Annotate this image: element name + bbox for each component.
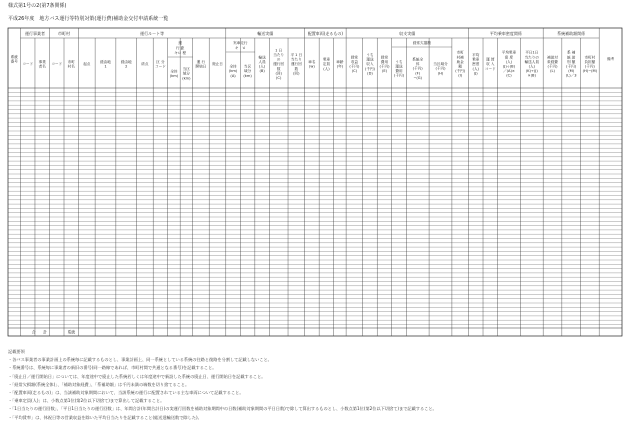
column-header: 廃止日 (212, 62, 223, 67)
instruction-item: ・「平均賃率」は、休祝日等の営業収益を除いた平均日当たりを記載すること(総送達輸送数で除した)。 (8, 414, 202, 420)
column-header: 当たり (273, 53, 285, 57)
group-header: 運行ルート等 (140, 31, 165, 36)
column-header: (A) (230, 73, 236, 78)
column-header: ×(B) (527, 73, 536, 78)
column-header: 系統 (10, 54, 18, 59)
column-header: 収 入 (486, 62, 495, 67)
column-header: (C) (276, 76, 282, 80)
column-header: (M) (568, 69, 575, 74)
column-header: (km) (243, 73, 252, 78)
instruction-item: ・「経常欠損額(系統全体)」、「補助対象経費」、「系補助額」は千円未満の端数を切り捨てること。 (8, 381, 190, 387)
column-header: (千円) (394, 73, 405, 78)
column-header: うち (395, 59, 403, 64)
column-header: 収入 (366, 62, 374, 67)
column-header: (年) (336, 64, 344, 69)
column-header: (km) (169, 74, 179, 78)
column-header: 区 分 (156, 59, 165, 64)
total-count-label: 系統 (67, 329, 76, 335)
column-header: 平 1 日 (290, 53, 303, 57)
column-header: 番号 (10, 59, 18, 64)
column-header: (回) (293, 71, 300, 76)
column-header: −(G) (413, 75, 422, 80)
column-header: 密 度 (504, 55, 514, 60)
group-header: 収支実績 (399, 31, 416, 36)
column-header: 村補 (456, 55, 464, 60)
column-header: 系 補 (567, 50, 576, 55)
column-header: の (276, 57, 281, 62)
group-header: 市町村 (58, 31, 71, 36)
column-header: うち (366, 53, 374, 57)
column-header: 車齢 (336, 59, 344, 64)
column-header: 定員 (322, 62, 331, 67)
instruction-item: ・各バス事業者の事業計画上の系統毎に記載するものとし、事業計画上、同一系統としている系統の往路と復路を分割して記載しないこと。 (8, 357, 272, 363)
group-header: 平均乗車密度関係 (489, 31, 522, 36)
column-header: 輸送 (258, 55, 266, 60)
column-header: 運行回 (273, 62, 285, 67)
column-header: (km) (228, 69, 238, 74)
column-header: 別 額 (567, 59, 576, 64)
column-header: (B) (259, 69, 265, 74)
column-header: 密度 (472, 62, 480, 67)
column-header: (J)÷(B) (502, 64, 516, 69)
column-header: 体 (415, 62, 420, 67)
subgroup-header: 行 距 (175, 46, 185, 50)
instruction-item: ・系統番号は、系統毎に事業者の新旧の番号(同一路線であれば、市町村間で共通となる番号)を記載すること。 (8, 365, 217, 371)
column-header: (C) (506, 73, 512, 78)
column-header: 全体 (170, 69, 178, 74)
group-header: 配置車両(走るもの) (307, 31, 343, 36)
column-header: 補助対 (547, 55, 558, 60)
column-header: (人) (323, 66, 330, 71)
column-header: 運行回 (290, 62, 302, 67)
column-header: 当区域分 (433, 62, 448, 67)
column-header: 全体 (229, 64, 237, 69)
column-header: (千円) (379, 64, 390, 69)
column-header: 負担額 (584, 59, 596, 64)
subgroup-header: キ ロ (234, 46, 246, 50)
column-header: (L) (550, 69, 555, 74)
column-header: 1 (104, 64, 107, 69)
column-header: 系統全 (412, 57, 424, 62)
column-header: (人) (505, 59, 513, 64)
column-header: 運送 (366, 57, 374, 62)
column-header: (L)／3 (565, 73, 577, 78)
column-header: 市町 (67, 59, 75, 64)
column-header: 額 (458, 64, 462, 69)
column-header: 域分 (243, 69, 252, 74)
column-header: 人員 (258, 59, 266, 64)
column-header: 車名 (308, 59, 316, 64)
instructions (8, 348, 437, 422)
column-header: 平均 (472, 53, 480, 57)
column-header: 平日1日 (525, 50, 539, 55)
column-header: コード (51, 62, 63, 67)
column-header: (千円) (455, 69, 466, 74)
instruction-item: ・「乗車定員(人)」は、小数点第1位(第2位以下切捨て)まで算出して記載すること。 (8, 398, 165, 404)
column-header: コード (22, 62, 34, 67)
subgroup-header: 経常欠損額 (412, 41, 431, 45)
column-header: 当区 (182, 67, 190, 72)
instruction-item: ・「廃止日／運行開始日」については、年度途中で廃止した系統若しくは年度途中で新設した系統の廃止日、運行開始日を記載すること。 (8, 373, 266, 379)
subgroup-header: キロ 程 (174, 51, 187, 55)
column-header: 費用 (395, 69, 403, 73)
column-header: 数 (294, 66, 299, 71)
column-header: (千円) (435, 66, 446, 71)
group-header: 運行事業者 (24, 31, 45, 36)
column-header: 終点 (141, 62, 149, 67)
subgroup-header: 実車走行 (233, 41, 248, 45)
column-header: (K)÷(J) (525, 69, 538, 74)
column-header: 当区 (243, 64, 252, 69)
column-header: 経常 (380, 55, 389, 60)
column-header: 市町村 (584, 55, 596, 60)
column-header: (I) (458, 73, 463, 78)
column-header: (人) (258, 64, 266, 69)
column-header: 費用 (380, 59, 389, 64)
column-header: (F) (415, 71, 421, 76)
column-header: (千円) (364, 66, 375, 71)
total-label: 合 計 (31, 329, 48, 335)
column-header: (H)−(M) (582, 69, 598, 74)
instruction-item: ・「配置車両(走るもの)」は、当該補助対象期間において、当該系統の運行に配置されている主な車両について記載すること。 (8, 390, 244, 396)
column-header: 運 行 (196, 59, 206, 64)
column-header: 運 賃 (486, 57, 495, 62)
column-header: (人) (472, 66, 479, 71)
column-header: 事業 (38, 59, 46, 64)
column-header: (千円) (349, 64, 360, 69)
column-header: 備考 (606, 57, 615, 62)
column-header: 経常 (350, 55, 359, 60)
column-header: (km) (182, 76, 191, 81)
column-header: 運送 (395, 64, 403, 69)
column-header: 村名 (67, 64, 75, 69)
column-header: 1 日 (275, 48, 283, 53)
column-header: コード (484, 66, 496, 71)
column-header: 収益 (350, 59, 359, 64)
column-header: (千円) (584, 64, 595, 69)
instruction-item: ・「1日当たりの運行回数」、「平日1日当たりの運行回数」は、年間合計(年間合計日)の実運行回数を補助対象期間中の日数(補助対象期間の平日日数)で除して算出するものとし、小数点第1位(第2位以下切捨て)まで記載すること。 (8, 406, 437, 412)
instructions-title: 記載要領 (8, 349, 25, 354)
column-header: ／(A)× (503, 69, 515, 74)
column-header: 統 助 (567, 55, 576, 60)
group-header: 系統補助額関係 (557, 31, 586, 36)
column-header: コード (155, 64, 166, 69)
form-number: 様式第1号の2(第7条関係) (8, 3, 67, 9)
column-header: 助金 (456, 59, 464, 64)
column-header: (千円) (412, 66, 423, 71)
group-header: 輸送実績 (257, 31, 274, 36)
column-header: 当たり (290, 57, 302, 62)
column-header: 平均乗車 (501, 50, 517, 55)
column-header: 乗車 (322, 57, 331, 62)
column-header: 2 (125, 64, 128, 69)
column-header: (千円) (547, 64, 558, 69)
column-header: 乗車 (472, 57, 480, 62)
column-header: 数 (276, 66, 281, 71)
column-header: 市町 (456, 50, 464, 55)
column-header: 当たりの (524, 55, 539, 60)
column-header: 象経費 (547, 59, 558, 64)
document-title: 平成26年度 地方バス運行等特別対策(運行費)補助金交付申請系統一覧 (8, 16, 169, 22)
column-header: (J) (473, 71, 478, 76)
column-header: (回) (275, 71, 282, 76)
subgroup-header: 運 (178, 41, 182, 45)
column-header: 起点 (83, 62, 91, 67)
column-header: (H) (437, 71, 444, 76)
column-header: 域分 (182, 71, 190, 76)
column-header: (千円) (566, 64, 577, 69)
column-header: (w) (309, 64, 315, 69)
column-header: (D) (367, 71, 373, 76)
column-header: (E) (381, 69, 388, 74)
column-header: (人) (528, 64, 535, 69)
column-header: 開始日 (195, 64, 207, 69)
column-header: 経由地 (100, 59, 111, 64)
column-header: (C) (351, 69, 358, 74)
column-header: 者名 (38, 64, 46, 69)
column-header: 輸送人員 (524, 59, 539, 64)
column-header: 経由地 (120, 59, 132, 64)
